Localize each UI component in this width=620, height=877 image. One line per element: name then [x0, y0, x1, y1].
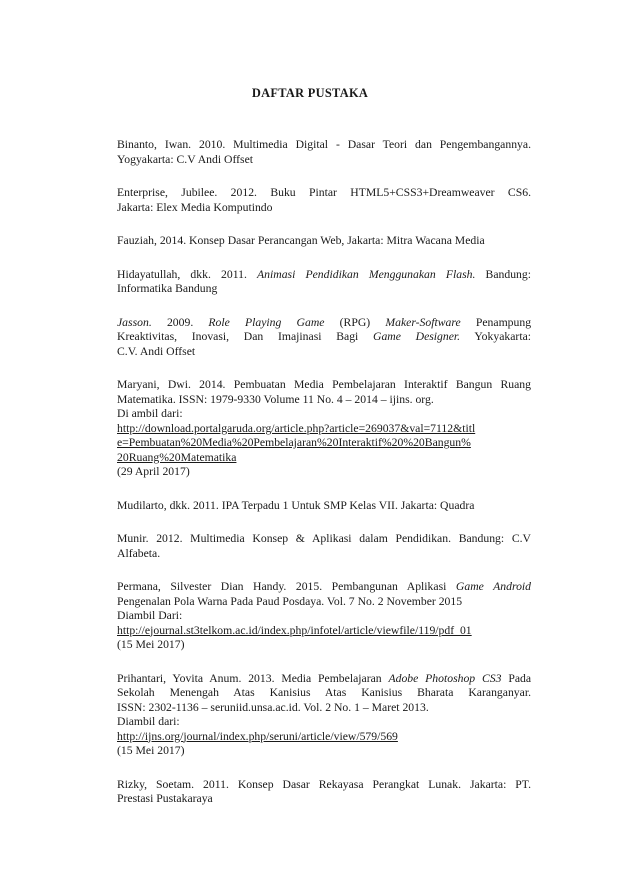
reference-text: Pada	[508, 671, 532, 685]
reference-text: Yogyakarta: C.V Andi Offset	[117, 152, 254, 166]
reference-link[interactable]: http://ijns.org/journal/index.php/seruni/article/view/579/569	[117, 729, 398, 743]
reference-entry	[117, 672, 531, 759]
reference-text: Alfabeta.	[117, 546, 161, 560]
reference-text: Prihantari, Yovita Anum. 2013. Media Pembelajaran	[117, 671, 382, 685]
reference-text: Hidayatullah, dkk. 2011.	[117, 267, 247, 281]
reference-entry	[117, 580, 531, 653]
reference-author: Jasson.	[117, 315, 152, 329]
reference-text: Mudilarto, dkk. 2011. IPA Terpadu 1 Untuk SMP Kelas VII. Jakarta: Quadra	[117, 498, 475, 512]
reference-link[interactable]: http://ejournal.st3telkom.ac.id/index.php/infotel/article/viewfile/119/pdf_01	[117, 623, 472, 637]
reference-text: Diambil dari:	[117, 715, 180, 728]
reference-entry	[117, 138, 531, 167]
reference-text: Maryani, Dwi. 2014. Pembuatan Media Pembelajaran Interaktif Bangun Ruang	[117, 378, 531, 391]
reference-text: Rizky, Soetam. 2011. Konsep Dasar Rekayasa Perangkat Lunak. Jakarta: PT.	[117, 777, 531, 791]
reference-text: Pengenalan Pola Warna Pada Paud Posdaya. Vol. 7 No. 2 November 2015	[117, 594, 463, 608]
reference-text: Binanto, Iwan. 2010. Multimedia Digital - Dasar Teori dan Pengembangannya.	[117, 138, 531, 151]
reference-text: Yokyakarta:	[474, 330, 531, 343]
reference-link[interactable]: 20Ruang%20Matematika	[117, 450, 237, 464]
reference-text: (RPG)	[339, 315, 371, 329]
reference-entry	[117, 186, 531, 215]
access-date: (29 April 2017)	[117, 465, 190, 478]
reference-text: ISSN: 2302-1136 – seruniid.unsa.ac.id. Vol. 2 No. 1 – Maret 2013.	[117, 700, 429, 714]
reference-entry	[117, 499, 531, 514]
reference-text: Matematika. ISSN: 1979-9330 Volume 11 No. 4 – 2014 – ijins. org.	[117, 392, 434, 406]
reference-entry	[117, 378, 531, 480]
reference-text: Informatika Bandung	[117, 282, 218, 295]
reference-entry	[117, 268, 531, 297]
reference-text: Fauziah, 2014. Konsep Dasar Perancangan Web, Jakarta: Mitra Wacana Media	[117, 234, 485, 247]
access-date: (15 Mei 2017)	[117, 744, 185, 757]
reference-link[interactable]: e=Pembuatan%20Media%20Pembelajaran%20Interaktif%20%20Bangun%	[117, 436, 471, 449]
reference-text: C.V. Andi Offset	[117, 344, 196, 358]
reference-title: Role Playing Game	[208, 315, 325, 329]
reference-list	[117, 138, 531, 826]
reference-text: Enterprise, Jubilee. 2012. Buku Pintar HTML5+CSS3+Dreamweaver CS6.	[117, 186, 531, 199]
page-title: DAFTAR PUSTAKA	[251, 86, 369, 100]
reference-text: Di ambil dari:	[117, 407, 183, 420]
reference-entry	[117, 316, 531, 360]
reference-link[interactable]: http://download.portalgaruda.org/article.php?article=269037&val=7112&titl	[117, 421, 476, 435]
reference-text: Penampung	[475, 315, 532, 329]
reference-text: Diambil Dari:	[117, 609, 183, 622]
reference-text: Prestasi Pustakaraya	[117, 792, 213, 805]
reference-text: Sekolah Menengah Atas Kanisius Atas Kanisius Bharata Karanganyar.	[117, 686, 531, 699]
access-date: (15 Mei 2017)	[117, 638, 185, 651]
reference-text: Jakarta: Elex Media Komputindo	[117, 200, 273, 214]
reference-title: Adobe Photoshop CS3	[388, 671, 502, 685]
reference-text: 2009.	[166, 315, 194, 329]
reference-title: Game Android	[455, 580, 532, 593]
reference-text: Kreaktivitas, Inovasi, Dan Imajinasi Bagi	[117, 330, 359, 343]
reference-title: Animasi Pendidikan Menggunakan Flash.	[257, 267, 476, 281]
reference-title: Maker-Software	[385, 315, 461, 329]
reference-title: Game Designer.	[373, 330, 461, 343]
reference-text: Permana, Silvester Dian Handy. 2015. Pembangunan Aplikasi	[117, 580, 447, 593]
reference-text: Bandung:	[485, 267, 531, 281]
reference-text: Munir. 2012. Multimedia Konsep & Aplikasi dalam Pendidikan. Bandung: C.V	[117, 532, 531, 545]
reference-entry	[117, 234, 531, 249]
reference-entry	[117, 532, 531, 561]
reference-entry	[117, 778, 531, 807]
